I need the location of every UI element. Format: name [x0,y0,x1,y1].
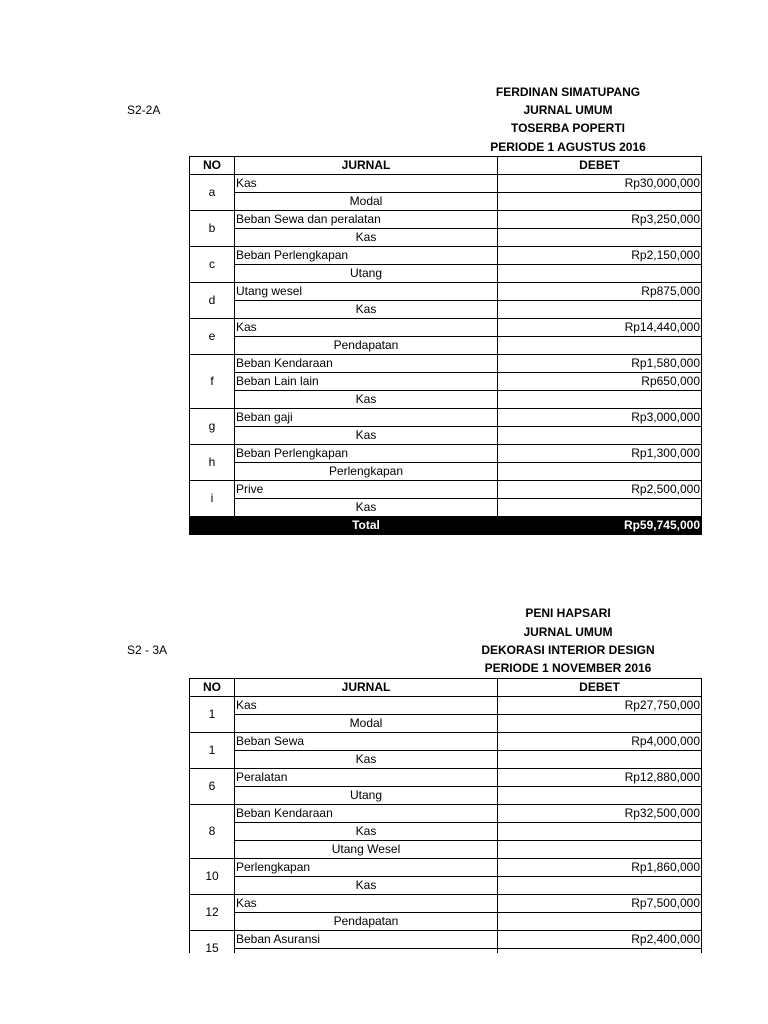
table-row [190,823,702,841]
debit-account: Beban Perlengkapan [235,445,498,463]
debit-amount: Rp12,880,000 [498,769,702,787]
credit-account [235,949,498,954]
debit-amount [498,751,702,769]
column-header-debit: DEBET [498,157,702,175]
document-title-2: JURNAL UMUM [523,625,613,639]
debit-amount: Rp1,860,000 [498,859,702,877]
column-header-debit: DEBET [498,679,702,697]
debit-amount [498,913,702,931]
debit-account: Utang wesel [235,283,498,301]
total-row [190,517,702,535]
total-spacer [190,517,235,535]
table-row [190,499,702,517]
total-label: Total [235,517,498,535]
table-row [190,319,702,337]
debit-account: Kas [235,697,498,715]
debit-account: Beban Kendaraan [235,805,498,823]
total-amount: Rp59,745,000 [498,517,702,535]
debit-account: Beban Lain lain [235,373,498,391]
table-row [190,733,702,751]
table-row [190,355,702,373]
table-header-row [190,157,702,175]
column-header-no: NO [190,679,235,697]
debit-amount: Rp3,000,000 [498,409,702,427]
debit-amount [498,193,702,211]
debit-amount [498,337,702,355]
entry-number: h [190,445,235,481]
debit-amount [498,229,702,247]
credit-account: Kas [235,301,498,319]
credit-account: Modal [235,193,498,211]
debit-account: Beban Sewa dan peralatan [235,211,498,229]
debit-account: Perlengkapan [235,859,498,877]
credit-account: Kas [235,823,498,841]
debit-amount [498,463,702,481]
entry-number: c [190,247,235,283]
debit-amount: Rp7,500,000 [498,895,702,913]
journal-table-1 [189,156,702,535]
section-code-2: S2 - 3A [127,643,168,657]
debit-account: Peralatan [235,769,498,787]
table-row [190,265,702,283]
table-row [190,301,702,319]
table-row [190,391,702,409]
debit-amount [498,949,702,954]
table-row [190,715,702,733]
debit-amount: Rp875,000 [498,283,702,301]
debit-amount: Rp2,400,000 [498,931,702,949]
entry-number: 6 [190,769,235,805]
entry-number: 1 [190,733,235,769]
journal-table-2 [189,678,702,953]
debit-account: Beban Perlengkapan [235,247,498,265]
debit-account: Beban Sewa [235,733,498,751]
column-header-journal: JURNAL [235,679,498,697]
table-row [190,859,702,877]
debit-amount [498,715,702,733]
table-row [190,247,702,265]
table-row [190,175,702,193]
debit-account: Kas [235,895,498,913]
table-row [190,463,702,481]
table-row [190,409,702,427]
debit-amount [498,787,702,805]
debit-amount [498,301,702,319]
debit-amount: Rp650,000 [498,373,702,391]
table-header-row [190,679,702,697]
credit-account: Modal [235,715,498,733]
debit-account: Beban Asuransi [235,931,498,949]
debit-amount: Rp2,500,000 [498,481,702,499]
business-name-1: TOSERBA POPERTI [510,121,626,135]
debit-amount [498,823,702,841]
table-row [190,481,702,499]
debit-account: Kas [235,319,498,337]
debit-amount: Rp14,440,000 [498,319,702,337]
debit-amount: Rp27,750,000 [498,697,702,715]
period-1: PERIODE 1 AGUSTUS 2016 [490,140,646,154]
entry-number: 12 [190,895,235,931]
company-name-2: PENI HAPSARI [525,606,611,620]
entry-number: e [190,319,235,355]
table-row [190,805,702,823]
debit-amount: Rp1,580,000 [498,355,702,373]
debit-amount: Rp3,250,000 [498,211,702,229]
debit-amount [498,265,702,283]
debit-account: Prive [235,481,498,499]
entry-number: 15 [190,931,235,954]
credit-account: Kas [235,427,498,445]
entry-number: 8 [190,805,235,859]
debit-account: Kas [235,175,498,193]
table-row [190,445,702,463]
credit-account: Perlengkapan [235,463,498,481]
table-row [190,841,702,859]
credit-account: Kas [235,391,498,409]
credit-account: Kas [235,229,498,247]
column-header-no: NO [190,157,235,175]
business-name-2: DEKORASI INTERIOR DESIGN [481,643,655,657]
table-row [190,877,702,895]
journal-table-2-viewport [180,676,710,953]
entry-number: i [190,481,235,517]
entry-number: b [190,211,235,247]
period-2: PERIODE 1 NOVEMBER 2016 [484,661,652,675]
credit-account: Utang Wesel [235,841,498,859]
entry-number: d [190,283,235,319]
debit-account: Beban Kendaraan [235,355,498,373]
table-row [190,337,702,355]
table-row [190,427,702,445]
table-row [190,751,702,769]
table-row [190,193,702,211]
entry-number: a [190,175,235,211]
debit-amount: Rp32,500,000 [498,805,702,823]
debit-amount: Rp2,150,000 [498,247,702,265]
credit-account: Kas [235,499,498,517]
table-row [190,283,702,301]
credit-account: Pendapatan [235,913,498,931]
column-header-journal: JURNAL [235,157,498,175]
debit-amount: Rp30,000,000 [498,175,702,193]
credit-account: Kas [235,877,498,895]
debit-amount: Rp4,000,000 [498,733,702,751]
table-row [190,931,702,949]
table-row [190,913,702,931]
debit-amount [498,877,702,895]
debit-amount [498,841,702,859]
section-code-1: S2-2A [127,103,161,117]
credit-account: Pendapatan [235,337,498,355]
table-row [190,787,702,805]
debit-amount: Rp1,300,000 [498,445,702,463]
table-row [190,229,702,247]
document-title-1: JURNAL UMUM [523,103,613,117]
table-row [190,697,702,715]
table-row [190,769,702,787]
debit-amount [498,427,702,445]
company-name-1: FERDINAN SIMATUPANG [495,85,641,99]
entry-number: g [190,409,235,445]
table-row [190,373,702,391]
table-row [190,895,702,913]
debit-amount [498,499,702,517]
credit-account: Kas [235,751,498,769]
table-row [190,949,702,954]
debit-amount [498,391,702,409]
entry-number: f [190,355,235,409]
credit-account: Utang [235,265,498,283]
table-row [190,211,702,229]
entry-number: 1 [190,697,235,733]
debit-account: Beban gaji [235,409,498,427]
entry-number: 10 [190,859,235,895]
credit-account: Utang [235,787,498,805]
